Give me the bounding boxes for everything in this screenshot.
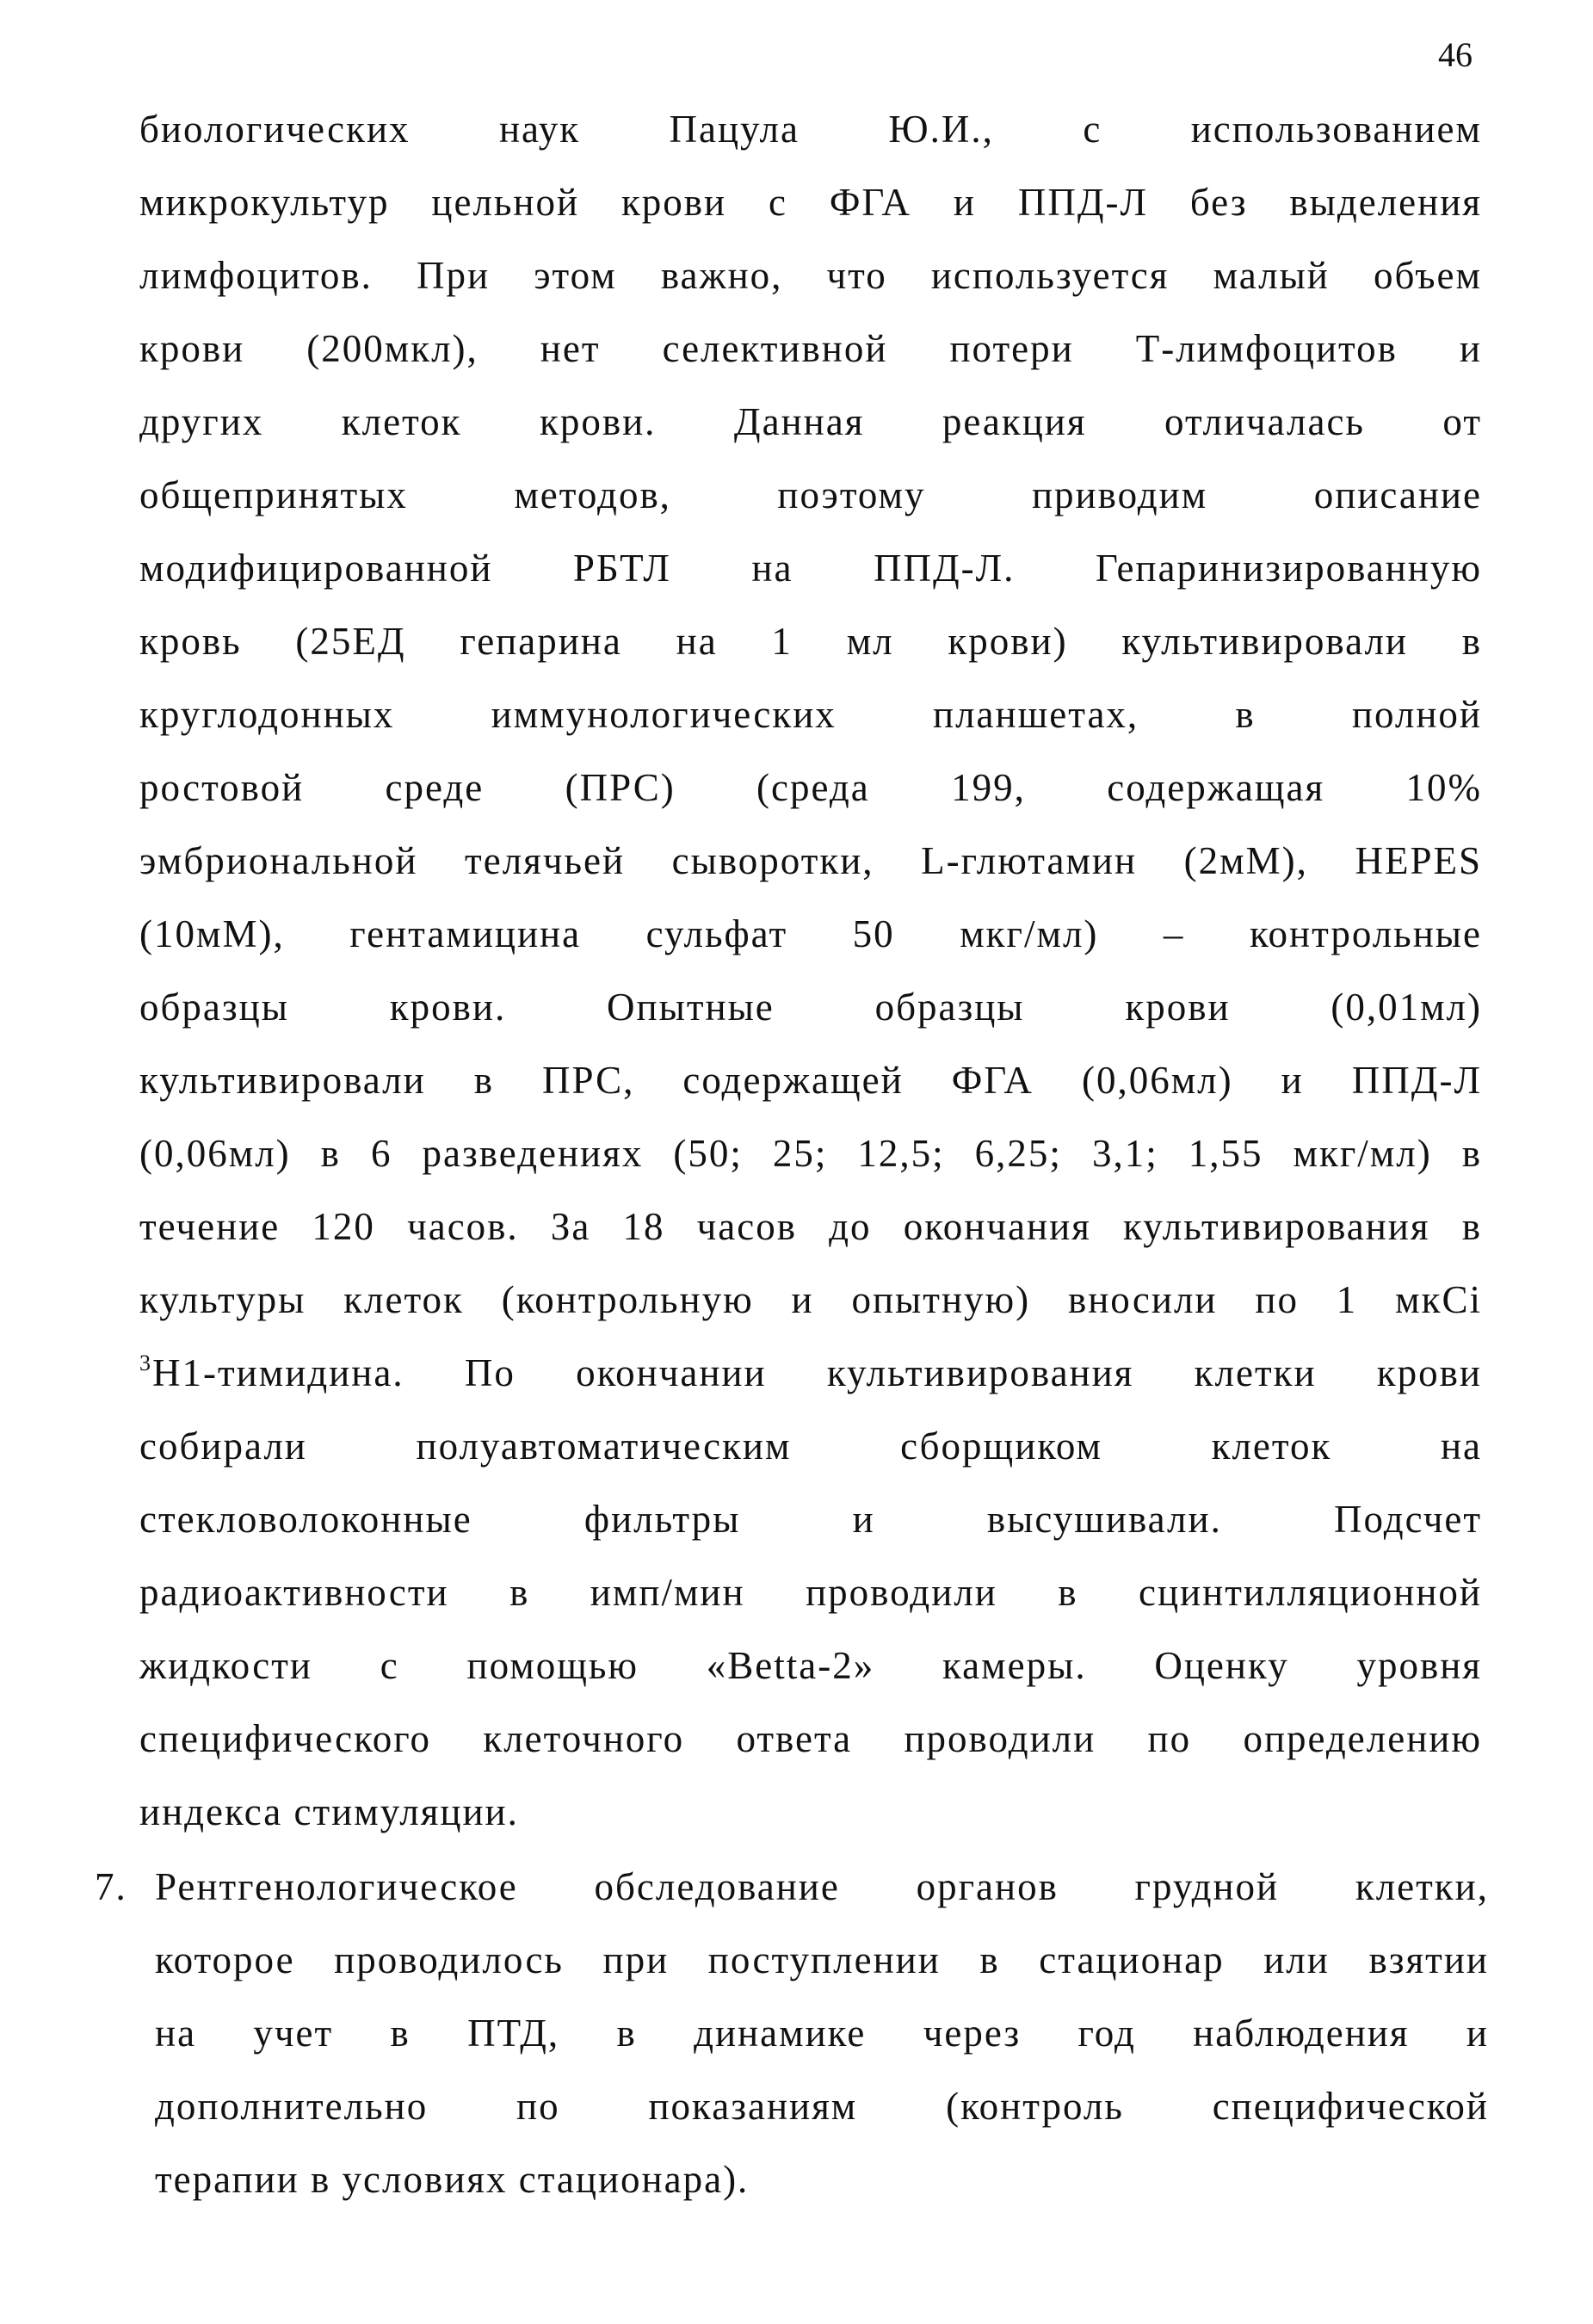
paragraph-line: эмбриональной телячьей сыворотки, L-глютамин (2мМ), HEPES [139, 839, 1482, 882]
paragraph-line-isotope [139, 1337, 1482, 1410]
isotope-superscript: 3 [139, 1351, 152, 1375]
list-item-number: 7. [95, 1865, 127, 1908]
isotope-line-text: Н1-тимидина. По окончании культивирования клетки крови [152, 1351, 1482, 1394]
paragraph-line: жидкости с помощью «Betta-2» камеры. Оценку уровня [139, 1644, 1482, 1687]
list-item-line: которое проводилось при поступлении в стационар или взятии [155, 1938, 1489, 1981]
paragraph-line: ростовой среде (ПРС) (среда 199, содержащая 10% [139, 766, 1482, 809]
paragraph-line: общепринятых методов, поэтому приводим описание [139, 473, 1482, 516]
page-number: 46 [1438, 35, 1473, 74]
paragraph-line: радиоактивности в имп/мин проводили в сцинтилляционной [139, 1571, 1482, 1614]
list-item-body [155, 1851, 1489, 2216]
list-item-line: дополнительно по показаниям (контроль специфической [155, 2085, 1489, 2128]
paragraph-line: стекловолоконные фильтры и высушивали. Подсчет [139, 1498, 1482, 1541]
paragraph-line: культивировали в ПРС, содержащей ФГА (0,06мл) и ППД-Л [139, 1059, 1482, 1102]
paragraph-line: лимфоцитов. При этом важно, что используется малый объем [139, 254, 1482, 297]
list-item-last-line: терапии в условиях стационара). [155, 2158, 750, 2201]
paragraph-line: модифицированной РБТЛ на ППД-Л. Гепаринизированную [139, 547, 1482, 590]
paragraph-line: культуры клеток (контрольную и опытную) вносили по 1 мкСi [139, 1278, 1482, 1321]
paragraph-line: (0,06мл) в 6 разведениях (50; 25; 12,5; 6,25; 3,1; 1,55 мкг/мл) в [139, 1132, 1482, 1175]
paragraph-last-line: индекса стимуляции. [139, 1790, 519, 1833]
paragraph-line: кровь (25ЕД гепарина на 1 мл крови) культивировали в [139, 620, 1482, 663]
main-paragraph [139, 93, 1482, 1849]
paragraph-line: микрокультур цельной крови с ФГА и ППД-Л без выделения [139, 181, 1482, 224]
paragraph-line: течение 120 часов. За 18 часов до окончания культивирования в [139, 1205, 1482, 1248]
list-item-line: на учет в ПТД, в динамике через год наблюдения и [155, 2012, 1489, 2055]
paragraph-line: (10мМ), гентамицина сульфат 50 мкг/мл) – контрольные [139, 912, 1482, 955]
paragraph-line: крови (200мкл), нет селективной потери Т-лимфоцитов и [139, 327, 1482, 370]
paragraph-line: круглодонных иммунологических планшетах, в полной [139, 693, 1482, 736]
list-item-line: Рентгенологическое обследование органов грудной клетки, [155, 1865, 1489, 1908]
paragraph-line: биологических наук Пацула Ю.И., с использованием [139, 108, 1482, 151]
paragraph-line: специфического клеточного ответа проводили по определению [139, 1717, 1482, 1760]
paragraph-line: образцы крови. Опытные образцы крови (0,01мл) [139, 986, 1482, 1029]
paragraph-line: собирали полуавтоматическим сборщиком клеток на [139, 1425, 1482, 1468]
paragraph-line: других клеток крови. Данная реакция отличалась от [139, 400, 1482, 443]
